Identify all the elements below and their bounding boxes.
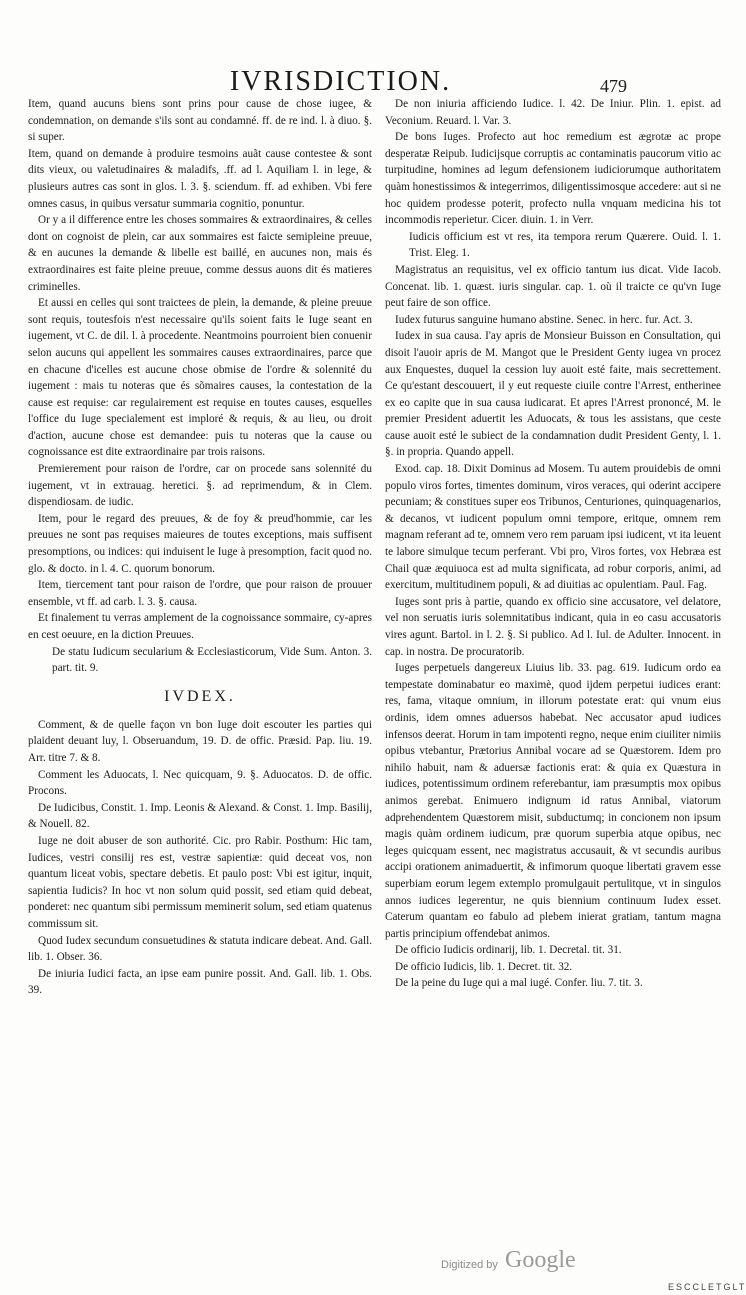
left-paragraph: Item, quand aucuns biens sont prins pour cause de chose iugee, & condemnation, on demande s'ils sont au condamné. ff. de re ind. l. à diuo. §. si super.	[28, 98, 372, 144]
right-paragraph: Iuges perpetuels dangereux Liuius lib. 33. pag. 619. Iudicum ordo ea tempestate dominabatur eo maximè, quod ijdem perpetui iudices erant: res, fama, vitaque omnium, in illorum potestate erat: qui vnum eius ordinis, idem omnes aduersos habebat. Nec accusator apud iudices infensos deerat. Horum in tam impotenti regno, neque enim ciuiliter nimiis opibus vtebantur, Prætorius Annibal vocare ad se Quæstorem. Idem pro nihilo habuit, nam & aduersæ factionis erat: & quia ex Quæstura in iudices, potentissimum ordinem referebantur, iam præsumptis mox opibus animos gerebat. Enimuero indignum id ratus Annibal, viatorum adprehendentem Quæstorem misit, subductumq; in concionem non ipsum magis quàm ordinem iudicum, præ quorum superbia atque opibus, nec leges quicquam essent, nec magistratus accusauit, & vt secundis auribus accipi orationem animaduertit, & infimorum quoque libertati gravem esse superbiam eorum legem extemplo promulgauit pertulitque, vt in singulos annos iudices legerentur, ne quis biennium continuum Iudex esset. Caterum quantam eo fabulo ad plebem inierat gratiam, tantum magna partis principium offendebat animos.	[385, 662, 721, 940]
right-paragraph: De bons Iuges. Profecto aut hoc remedium est ægrotæ ac prope desperatæ Reipub. Iudicijsque corruptis ac contaminatis paucorum vitio ac turpitudine, homines ad legum defensionem iudiciorumque authoritatem quàm honestissimos & integerrimos, diligentissimosque accedere: aut si ne hoc quidem prodesse poterit, profecto nulla vnquam medicina his tot incommodis reperietur. Cicer. diuin. 1. in Verr.	[385, 131, 721, 227]
left-paragraph: De statu Iudicum secularium & Ecclesiasticorum, Vide Sum. Anton. 3. part. tit. 9.	[52, 645, 372, 675]
right-paragraph: Iudicis officium est vt res, ita tempora rerum Quærere. Ouid. l. 1. Trist. Eleg. 1.	[409, 230, 721, 260]
right-paragraph: Exod. cap. 18. Dixit Dominus ad Mosem. Tu autem prouidebis de omni populo viros fortes, timentes dominum, viros veraces, qui oderint accipere pecuniam; & constitues super eos Tribunos, Centuriones, quinquagenarios, & decanos, vt iudicent populum omni tempore, eritque, omnem rem magnam referant ad te, omnem vero rem paruam ipsi iudicent, vt ita leuent te labore simulque tecum perferant. Vbi pro, Viros fortes, vox Hebræa est Chail quæ æquiuoca est ad multa significata, ad robur corporis, animi, ad exercitum, multitudinem populi, & ad diuitias ac opulentiam. Paul. Fag.	[385, 463, 721, 592]
right-paragraph: Iudex in sua causa. I'ay apris de Monsieur Buisson en Consultation, qui disoit l'auoir apris de M. Mangot que le President Genty iugea vn procez aux Enquestes, duquel la cession luy auoit esté faite, mais secrettement. Ce qu'estant descouuert, il y eut requeste ciuile contre l'Arrest, entherinee ex eo capite que in sua causa iudicarat. Et apres l'Arrest prononcé, M. le premier President aduertit les Aduocats, & tous les assistans, que ceste cause auoit esté le subiect de la condamnation dudit President Genty, l. 1. §. in propria. Quando appell.	[385, 330, 721, 459]
right-paragraph: Magistratus an requisitus, vel ex officio tantum ius dicat. Vide Iacob. Concenat. lib. 1. quæst. iuris singular. cap. 1. où il traicte ce qu'vn Iuge peut faire de son office.	[385, 263, 721, 310]
section-heading-iudex: IVDEX.	[164, 687, 236, 705]
right-paragraph: Iudex futurus sanguine humano abstine. Senec. in herc. fur. Act. 3.	[395, 313, 693, 326]
section-paragraph: Comment les Aduocats, l. Nec quicquam, 9. §. Aduocatos. D. de offic. Procons.	[28, 768, 372, 798]
right-paragraph: De non iniuria afficiendo Iudice. l. 42. De Iniur. Plin. 1. epist. ad Veconium. Reuard. l. Var. 3.	[385, 98, 721, 127]
running-head: IVRISDICTION.	[229, 66, 452, 97]
section-paragraph: Iuge ne doit abuser de son authorité. Cic. pro Rabir. Posthum: Hic tam, Iudices, vestri consilij res est, vestræ sapientiæ: quid deceat vos, non quantum liceat vobis, spectare debetis. Et paulo post: Vbi est igitur, inquit, sapientia Iudicis? In hoc vt non solum quid possit, sed etiam quid debeat, ponderet: nec quantum sibi permissum meminerit solum, sed etiam quatenus commissum sit.	[28, 834, 372, 930]
right-paragraph: De officio Iudicis ordinarij, lib. 1. Decretal. tit. 31.	[395, 944, 622, 957]
left-paragraph: Et finalement tu verras amplement de la cognoissance sommaire, cy-apres en cest oeuure, en la diction Preuues.	[28, 612, 372, 641]
right-paragraph: Iuges sont pris à partie, quando ex officio sine accusatore, vel delatore, vel non seruatis iuris solemnitatibus indicant, quia in eo casu accusatoris vires agunt. Bartol. in l. 2. §. Si publico. Ad l. Iul. de Adulter. Innocent. in cap. in nostra. De procuratorib.	[385, 595, 721, 658]
left-column	[28, 96, 372, 999]
section-paragraph: De iniuria Iudici facta, an ipse eam punire possit. And. Gall. lib. 1. Obs. 39.	[28, 967, 372, 997]
digitized-by-text: Digitized by	[441, 1259, 498, 1271]
left-paragraph: Item, pour le regard des preuues, & de foy & preud'hommie, car les preuues ne sont pas requises maieures de toutes exceptions, mais suffisent presomptions, ou indices: qui induisent le Iuge à presomption, facit quod no. glo. & docto. in l. 4. C. quorum bonorum.	[28, 512, 372, 575]
section-paragraph: Quod Iudex secundum consuetudines & statuta indicare debeat. And. Gall. lib. 1. Obser. 36.	[28, 934, 372, 964]
left-paragraph: Item, quand on demande à produire tesmoins auãt cause contestee & sont dits vieux, ou valetudinaires & maladifs, .ff. ad l. Aquiliam l. in lege, & plusieurs autres cas sont in glos. l. 3. §. sciendum. ff. ad exhiben. Vbi fere omnes casus, in quibus versatur summaria cognitio, ponuntur.	[28, 147, 372, 210]
right-paragraph: De la peine du Iuge qui a mal iugé. Confer. liu. 7. tit. 3.	[395, 977, 643, 990]
right-column	[385, 96, 721, 992]
left-paragraph: Premierement pour raison de l'ordre, car on procede sans solennité du iugement, vt in extrauag. heretici. §. ad reprimendum, & in Clem. dispendiosam. de iudic.	[28, 463, 372, 509]
section-paragraph: Comment, & de quelle façon vn bon Iuge doit escouter les parties qui plaident deuant luy, l. Obseruandum, 19. D. de offic. Præsid. Pap. liu. 19. Arr. titre 7. & 8.	[28, 718, 372, 764]
section-paragraph: De Iudicibus, Constit. 1. Imp. Leonis & Alexand. & Const. 1. Imp. Basilij, & Nouell. 82.	[28, 801, 372, 831]
digitized-by-google	[435, 1247, 715, 1277]
edge-mark: ESCCLETGLT	[668, 1282, 746, 1292]
left-paragraph: Et aussi en celles qui sont traictees de plein, la demande, & pleine preuue sont requis, toutesfois n'est necessaire qu'ils soient faits le Iuge seant en iugement, vt C. de dil. l. à procedente. Neantmoins pourroient bien conuenir selon aucuns qui appellent les sommaires causes extraordinaires, parce que en chacune d'icelles est aucune chose obmise de l'ordre & solennité du iugement : mais tu noteras que és sõmaires causes, la contestation de la cause est requise: car regulairement est requise en toutes causes, esquelles l'office du Iuge specialement est imploré & requis, & au lieu, ou droit d'action, aucune chose est demandee: puis tu noteras que la cause ou cognoissance est dite extraordinaire par trois raisons.	[28, 297, 372, 459]
page-number: 479	[600, 76, 627, 96]
right-paragraph: De officio Iudicis, lib. 1. Decret. tit. 32.	[395, 960, 573, 973]
left-paragraph: Or y a il difference entre les choses sommaires & extraordinaires, & celles dont on cognoist de plein, car aux sommaires est faicte semipleine preuue, & en aucunes la demande & libelle est baillé, en aucunes non, mais és extraordinaires est faite pleine preuue, comme dessus auons dit és matieres criminelles.	[28, 214, 372, 293]
google-logo: Google	[505, 1247, 576, 1273]
left-paragraph: Item, tiercement tant pour raison de l'ordre, que pour raison de prouuer ensemble, vt ff. ad carb. l. 3. §. causa.	[28, 579, 372, 608]
